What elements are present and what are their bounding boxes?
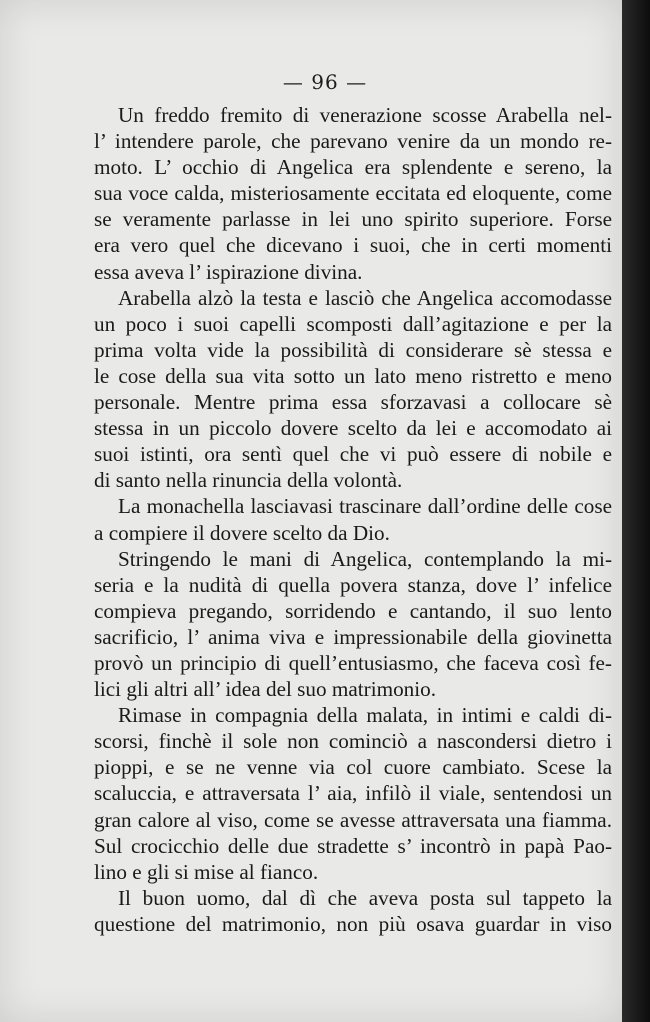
text-line: personale. Mentre prima essa sforzavasi a collocare sè xyxy=(94,390,612,415)
text-line: essa aveva l’ ispirazione divina. xyxy=(94,259,363,284)
page-number: — 96 — xyxy=(282,70,368,94)
text-line: l’ intendere parole, che parevano venire da un mondo re- xyxy=(94,129,612,154)
text-line: se veramente parlasse in lei uno spirito superiore. Forse xyxy=(94,207,612,232)
text-line: moto. L’ occhio di Angelica era splendente e sereno, la xyxy=(94,155,612,180)
text-line: Stringendo le mani di Angelica, contemplando la mi- xyxy=(118,546,612,571)
text-line: Arabella alzò la testa e lasciò che Angelica accomodasse xyxy=(118,285,612,310)
text-line: un poco i suoi capelli scomposti dall’agitazione e per la xyxy=(94,311,612,336)
text-line: Sul crocicchio delle due stradette s’ incontrò in papà Pao- xyxy=(94,833,612,858)
book-spine-shadow xyxy=(622,0,650,1022)
text-line: prima volta vide la possibilità di considerare sè stessa e xyxy=(94,337,612,362)
text-line: sacrificio, l’ anima viva e impressionabile della giovinetta xyxy=(94,624,612,649)
text-line: a compiere il dovere scelto da Dio. xyxy=(94,520,390,545)
text-line: Un freddo fremito di venerazione scosse Arabella nel- xyxy=(118,103,612,127)
text-line: suoi istinti, ora sentì quel che vi può essere di nobile e xyxy=(94,442,612,467)
text-line: sua voce calda, misteriosamente eccitata ed eloquente, come xyxy=(94,181,612,206)
text-line: gran calore al viso, come se avesse attraversata una fiamma. xyxy=(94,807,612,832)
text-line: lici gli altri all’ idea del suo matrimonio. xyxy=(94,677,437,702)
text-line: era vero quel che dicevano i suoi, che in certi momenti xyxy=(94,233,612,258)
text-line: di santo nella rinuncia della volontà. xyxy=(94,468,403,493)
text-line: Il buon uomo, dal dì che aveva posta sul tappeto la xyxy=(118,885,612,910)
body-text xyxy=(94,102,612,937)
text-line: compieva pregando, sorridendo e cantando, il suo lento xyxy=(94,598,612,623)
text-line: le cose della sua vita sotto un lato meno ristretto e meno xyxy=(94,363,612,388)
text-line: lino e gli si mise al fianco. xyxy=(94,859,319,884)
text-line: scaluccia, e attraversata l’ aia, infilò il viale, sentendosi un xyxy=(94,781,612,806)
text-line: stessa in un piccolo dovere scelto da lei e accomodato ai xyxy=(94,416,612,441)
text-line: scorsi, finchè il sole non cominciò a nascondersi dietro i xyxy=(94,729,612,754)
text-line: questione del matrimonio, non più osava guardar in viso xyxy=(94,911,612,936)
text-line: pioppi, e se ne venne via col cuore cambiato. Scese la xyxy=(94,755,612,780)
text-line: provò un principio di quell’entusiasmo, che faceva così fe- xyxy=(94,650,612,675)
text-line: seria e la nudità di quella povera stanza, dove l’ infelice xyxy=(94,572,612,597)
text-line: La monachella lasciavasi trascinare dall’ordine delle cose xyxy=(118,494,612,519)
text-line: Rimase in compagnia della malata, in intimi e caldi di- xyxy=(118,703,612,728)
